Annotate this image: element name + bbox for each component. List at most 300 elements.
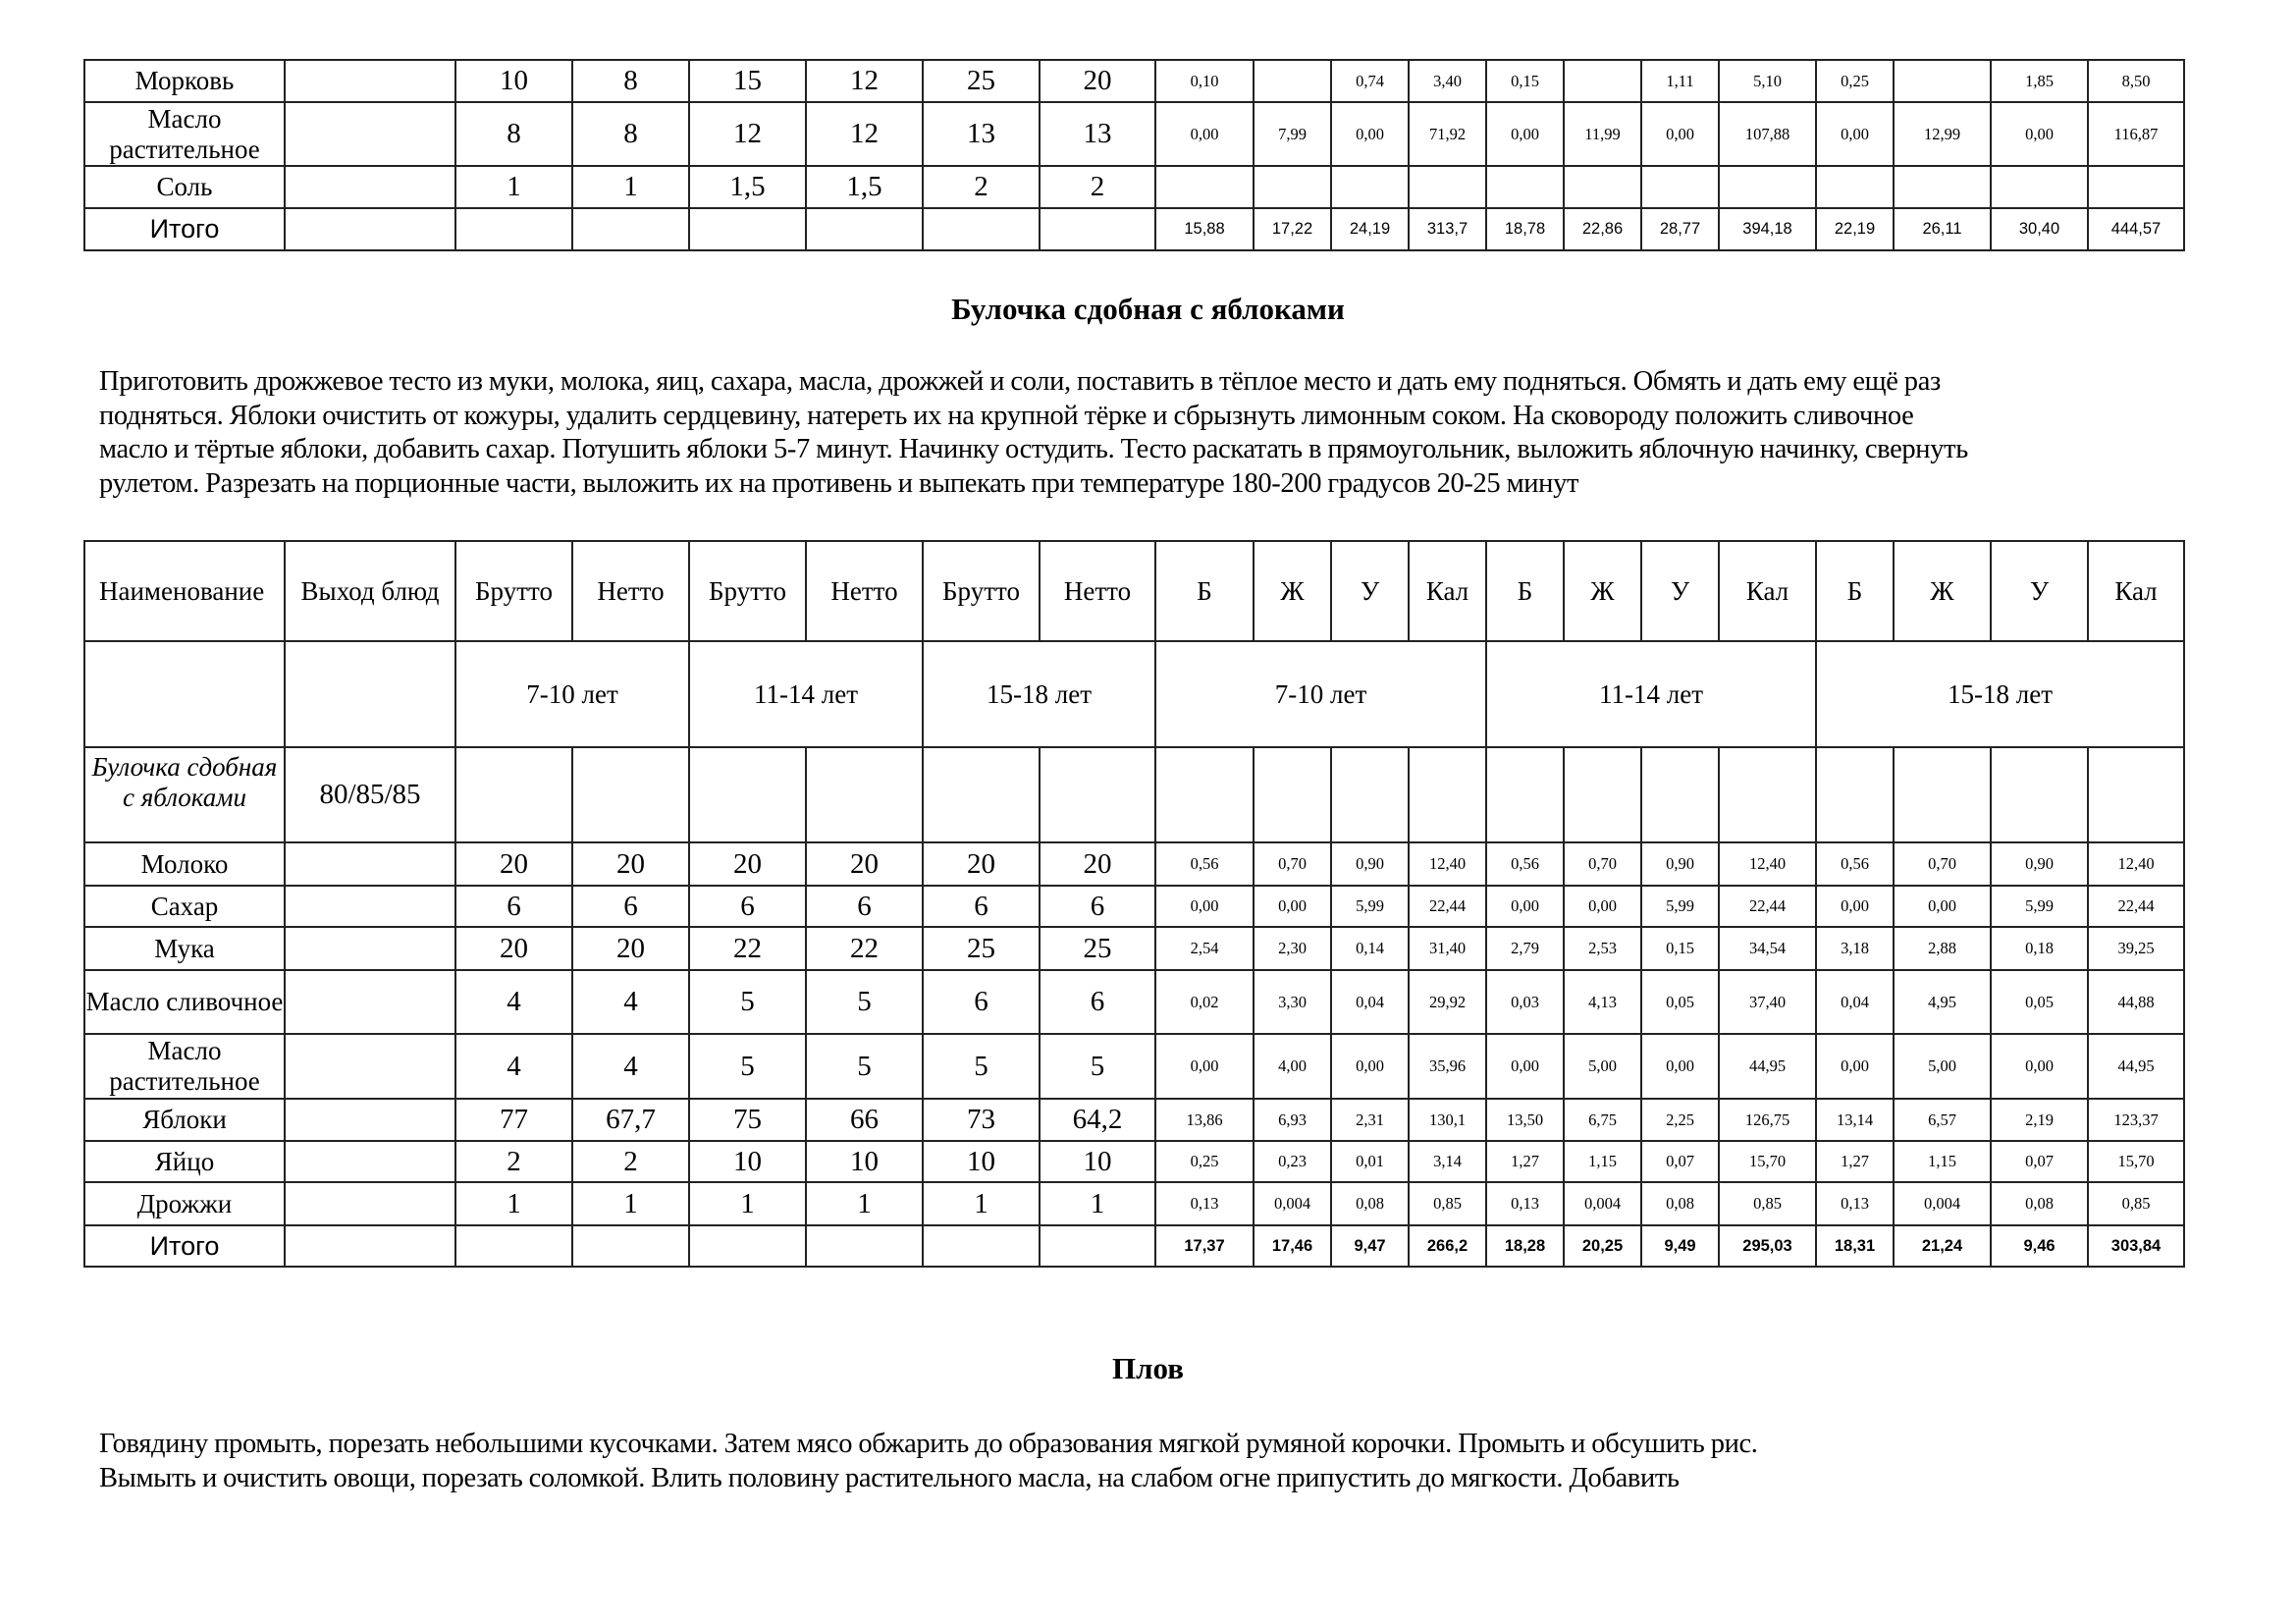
nutrient-cell: 0,00	[1641, 102, 1719, 166]
nutrient-cell: 13,50	[1486, 1099, 1564, 1141]
total-nutrient-cell: 266,2	[1409, 1225, 1486, 1267]
nutrient-cell: 29,92	[1409, 970, 1486, 1034]
nutrient-cell: 0,01	[1331, 1141, 1409, 1182]
quantity-cell: 8	[572, 102, 689, 166]
nutrient-cell: 3,40	[1409, 60, 1486, 102]
ingredient-name: Соль	[84, 166, 285, 208]
nutrient-cell	[1409, 166, 1486, 208]
empty-cell	[455, 747, 572, 842]
table-row	[84, 927, 2184, 970]
empty-cell	[1040, 1225, 1155, 1267]
nutrient-cell: 44,95	[2088, 1034, 2184, 1099]
empty-cell	[806, 1225, 923, 1267]
nutrient-cell: 0,70	[1564, 842, 1641, 886]
quantity-cell: 2	[455, 1141, 572, 1182]
quantity-cell: 1	[572, 1182, 689, 1225]
age-group-row	[84, 641, 2184, 747]
quantity-cell: 12	[689, 102, 806, 166]
total-nutrient-cell: 18,28	[1486, 1225, 1564, 1267]
nutrient-cell: 2,30	[1254, 927, 1331, 970]
instruction-line: масло и тёртые яблоки, добавить сахар. Потушить яблоки 5-7 минут. Начинку остудить. Тесто раскатать в прямоугольник, выложить яблочную начинку, свернуть	[99, 434, 1968, 464]
nutrient-cell: 2,25	[1641, 1099, 1719, 1141]
total-label: Итого	[84, 1225, 285, 1267]
nutrient-cell: 4,95	[1894, 970, 1991, 1034]
column-header-quantity: Брутто	[923, 541, 1040, 641]
table-row	[84, 1141, 2184, 1182]
nutrient-cell: 0,00	[1331, 102, 1409, 166]
nutrient-cell: 0,13	[1486, 1182, 1564, 1225]
total-nutrient-cell: 28,77	[1641, 208, 1719, 250]
empty-cell	[1641, 747, 1719, 842]
quantity-cell: 15	[689, 60, 806, 102]
quantity-cell: 25	[923, 927, 1040, 970]
quantity-cell: 6	[923, 886, 1040, 927]
nutrient-cell: 11,99	[1564, 102, 1641, 166]
nutrient-cell: 0,70	[1894, 842, 1991, 886]
nutrient-cell: 107,88	[1719, 102, 1816, 166]
nutrient-cell: 5,00	[1564, 1034, 1641, 1099]
total-nutrient-cell: 9,49	[1641, 1225, 1719, 1267]
nutrient-cell: 4,13	[1564, 970, 1641, 1034]
quantity-cell: 22	[689, 927, 806, 970]
empty-cell	[1486, 747, 1564, 842]
nutrient-cell: 0,00	[1816, 102, 1894, 166]
quantity-cell: 1	[572, 166, 689, 208]
quantity-cell: 67,7	[572, 1099, 689, 1141]
column-header-quantity: Нетто	[572, 541, 689, 641]
nutrient-cell: 0,15	[1641, 927, 1719, 970]
nutrient-cell: 0,00	[1155, 102, 1254, 166]
quantity-cell: 1,5	[806, 166, 923, 208]
column-header-nutrient: Кал	[2088, 541, 2184, 641]
column-header-nutrient: Ж	[1894, 541, 1991, 641]
nutrient-cell: 15,70	[1719, 1141, 1816, 1182]
nutrient-cell: 5,99	[1331, 886, 1409, 927]
quantity-cell: 5	[689, 1034, 806, 1099]
empty-cell	[455, 1225, 572, 1267]
total-nutrient-cell: 17,37	[1155, 1225, 1254, 1267]
nutrient-cell	[1564, 166, 1641, 208]
nutrient-cell: 0,02	[1155, 970, 1254, 1034]
nutrient-cell: 0,13	[1816, 1182, 1894, 1225]
column-header-nutrient: У	[1331, 541, 1409, 641]
nutrient-cell: 71,92	[1409, 102, 1486, 166]
quantity-cell: 10	[1040, 1141, 1155, 1182]
empty-cell	[1409, 747, 1486, 842]
nutrient-cell: 0,25	[1816, 60, 1894, 102]
quantity-cell: 8	[572, 60, 689, 102]
quantity-cell: 12	[806, 102, 923, 166]
nutrient-cell	[1894, 166, 1991, 208]
nutrient-cell: 12,99	[1894, 102, 1991, 166]
nutrient-cell: 0,85	[1719, 1182, 1816, 1225]
ingredient-name: Морковь	[84, 60, 285, 102]
quantity-cell: 13	[923, 102, 1040, 166]
nutrient-cell: 0,90	[1331, 842, 1409, 886]
empty-cell	[1155, 747, 1254, 842]
nutrient-cell: 0,56	[1816, 842, 1894, 886]
total-nutrient-cell: 20,25	[1564, 1225, 1641, 1267]
yield-cell	[285, 102, 455, 166]
yield-cell	[285, 886, 455, 927]
age-group-nutrient: 11-14 лет	[1486, 641, 1816, 747]
quantity-cell: 10	[689, 1141, 806, 1182]
nutrient-cell: 15,70	[2088, 1141, 2184, 1182]
nutrient-cell: 1,11	[1641, 60, 1719, 102]
quantity-cell: 1	[1040, 1182, 1155, 1225]
nutrient-cell: 0,00	[1816, 1034, 1894, 1099]
empty-cell	[1331, 747, 1409, 842]
quantity-cell: 20	[1040, 60, 1155, 102]
yield-cell	[285, 60, 455, 102]
column-header-quantity: Брутто	[455, 541, 572, 641]
ingredient-name: Дрожжи	[84, 1182, 285, 1225]
nutrient-cell: 0,00	[1894, 886, 1991, 927]
empty-cell	[1816, 747, 1894, 842]
nutrient-cell: 0,04	[1816, 970, 1894, 1034]
nutrient-cell: 2,79	[1486, 927, 1564, 970]
nutrient-cell	[1641, 166, 1719, 208]
quantity-cell: 20	[455, 927, 572, 970]
total-nutrient-cell: 394,18	[1719, 208, 1816, 250]
nutrient-cell: 7,99	[1254, 102, 1331, 166]
yield-cell	[285, 1034, 455, 1099]
nutrient-cell: 6,75	[1564, 1099, 1641, 1141]
nutrient-cell: 37,40	[1719, 970, 1816, 1034]
total-row	[84, 208, 2184, 250]
quantity-cell: 6	[455, 886, 572, 927]
header-row	[84, 541, 2184, 641]
nutrient-cell: 6,93	[1254, 1099, 1331, 1141]
instruction-line: Вымыть и очистить овощи, порезать соломкой. Влить половину растительного масла, на слабом огне припустить до мягкости. Добавить	[99, 1462, 1680, 1493]
nutrient-cell: 2,88	[1894, 927, 1991, 970]
nutrient-cell: 2,54	[1155, 927, 1254, 970]
empty-cell	[806, 208, 923, 250]
quantity-cell: 4	[572, 1034, 689, 1099]
quantity-cell: 6	[572, 886, 689, 927]
empty-cell	[572, 747, 689, 842]
total-nutrient-cell: 303,84	[2088, 1225, 2184, 1267]
nutrient-cell: 0,05	[1991, 970, 2088, 1034]
nutrient-cell: 22,44	[1409, 886, 1486, 927]
nutrient-cell: 44,95	[1719, 1034, 1816, 1099]
dish-name: Булочка сдобная с яблоками	[84, 747, 285, 842]
column-header-nutrient: Ж	[1564, 541, 1641, 641]
ingredient-name: Яйцо	[84, 1141, 285, 1182]
empty-cell	[1254, 747, 1331, 842]
quantity-cell: 1	[455, 1182, 572, 1225]
empty-cell	[285, 208, 455, 250]
column-header-nutrient: Кал	[1409, 541, 1486, 641]
nutrient-cell: 5,10	[1719, 60, 1816, 102]
nutrient-cell: 0,56	[1486, 842, 1564, 886]
nutrient-cell: 0,004	[1254, 1182, 1331, 1225]
nutrient-cell	[1816, 166, 1894, 208]
recipe-title-plov: Плов	[1112, 1351, 1184, 1385]
empty-cell	[689, 208, 806, 250]
nutrient-cell: 0,00	[1991, 1034, 2088, 1099]
empty-cell	[2088, 747, 2184, 842]
quantity-cell: 4	[455, 1034, 572, 1099]
column-header-nutrient: Кал	[1719, 541, 1816, 641]
total-nutrient-cell: 18,31	[1816, 1225, 1894, 1267]
quantity-cell: 73	[923, 1099, 1040, 1141]
ingredient-name: Масло растительное	[84, 102, 285, 166]
table-row	[84, 1182, 2184, 1225]
nutrient-cell: 44,88	[2088, 970, 2184, 1034]
empty-cell	[806, 747, 923, 842]
empty-cell	[1719, 747, 1816, 842]
nutrient-cell: 31,40	[1409, 927, 1486, 970]
quantity-cell: 20	[689, 842, 806, 886]
nutrient-cell: 3,30	[1254, 970, 1331, 1034]
nutrient-cell: 0,56	[1155, 842, 1254, 886]
empty-cell	[1894, 747, 1991, 842]
yield-cell	[285, 1099, 455, 1141]
quantity-cell: 8	[455, 102, 572, 166]
yield-cell	[285, 842, 455, 886]
quantity-cell: 5	[806, 1034, 923, 1099]
age-group-nutrient: 15-18 лет	[1816, 641, 2184, 747]
nutrient-cell: 0,07	[1991, 1141, 2088, 1182]
quantity-cell: 6	[689, 886, 806, 927]
dish-row	[84, 747, 2184, 842]
empty-cell	[923, 1225, 1040, 1267]
nutrient-cell: 3,18	[1816, 927, 1894, 970]
nutrient-cell: 12,40	[1409, 842, 1486, 886]
nutrient-cell: 5,99	[1641, 886, 1719, 927]
quantity-cell: 1	[689, 1182, 806, 1225]
nutrient-cell: 22,44	[1719, 886, 1816, 927]
empty-cell	[1040, 747, 1155, 842]
empty-cell	[923, 747, 1040, 842]
nutrient-cell: 0,00	[1486, 1034, 1564, 1099]
nutrient-cell: 0,90	[1641, 842, 1719, 886]
quantity-cell: 5	[923, 1034, 1040, 1099]
nutrient-cell	[1254, 166, 1331, 208]
column-header-quantity: Брутто	[689, 541, 806, 641]
ingredient-name: Молоко	[84, 842, 285, 886]
quantity-cell: 6	[1040, 970, 1155, 1034]
nutrient-cell	[1991, 166, 2088, 208]
empty-cell	[285, 641, 455, 747]
ingredient-name: Сахар	[84, 886, 285, 927]
nutrient-cell: 130,1	[1409, 1099, 1486, 1141]
nutrient-cell: 0,08	[1991, 1182, 2088, 1225]
total-nutrient-cell: 9,46	[1991, 1225, 2088, 1267]
column-header-nutrient: У	[1641, 541, 1719, 641]
quantity-cell: 1,5	[689, 166, 806, 208]
nutrient-cell: 34,54	[1719, 927, 1816, 970]
quantity-cell: 5	[1040, 1034, 1155, 1099]
yield-cell	[285, 166, 455, 208]
nutrient-cell: 0,18	[1991, 927, 2088, 970]
nutrient-cell	[1254, 60, 1331, 102]
column-header-nutrient: Б	[1816, 541, 1894, 641]
nutrient-cell: 1,27	[1486, 1141, 1564, 1182]
column-header-nutrient: У	[1991, 541, 2088, 641]
quantity-cell: 20	[572, 842, 689, 886]
nutrient-cell: 0,04	[1331, 970, 1409, 1034]
empty-cell	[1564, 747, 1641, 842]
column-header-quantity: Нетто	[806, 541, 923, 641]
nutrient-cell: 0,07	[1641, 1141, 1719, 1182]
quantity-cell: 5	[689, 970, 806, 1034]
column-header-name: Наименование	[84, 541, 285, 641]
table-row	[84, 102, 2184, 166]
nutrient-cell: 0,00	[1816, 886, 1894, 927]
recipe-title-bun: Булочка сдобная с яблоками	[951, 292, 1345, 326]
instruction-line: Говядину промыть, порезать небольшими кусочками. Затем мясо обжарить до образования мягкой румяной корочки. Промыть и обсушить рис.	[99, 1429, 1758, 1459]
table-row	[84, 1099, 2184, 1141]
ingredient-name: Масло сливочное	[84, 970, 285, 1034]
nutrient-cell: 13,14	[1816, 1099, 1894, 1141]
quantity-cell: 6	[1040, 886, 1155, 927]
total-nutrient-cell: 30,40	[1991, 208, 2088, 250]
nutrient-cell: 0,00	[1155, 886, 1254, 927]
empty-cell	[1040, 208, 1155, 250]
nutrient-cell: 0,00	[1486, 886, 1564, 927]
nutrient-cell: 0,90	[1991, 842, 2088, 886]
total-label: Итого	[84, 208, 285, 250]
nutrient-cell: 123,37	[2088, 1099, 2184, 1141]
ingredient-name: Мука	[84, 927, 285, 970]
yield-cell	[285, 927, 455, 970]
nutrient-cell: 0,00	[1155, 1034, 1254, 1099]
yield-cell	[285, 970, 455, 1034]
quantity-cell: 66	[806, 1099, 923, 1141]
empty-cell	[923, 208, 1040, 250]
ingredient-name: Яблоки	[84, 1099, 285, 1141]
quantity-cell: 10	[923, 1141, 1040, 1182]
quantity-cell: 1	[806, 1182, 923, 1225]
dish-yield: 80/85/85	[285, 747, 455, 842]
total-nutrient-cell: 26,11	[1894, 208, 1991, 250]
nutrient-cell: 2,53	[1564, 927, 1641, 970]
quantity-cell: 25	[1040, 927, 1155, 970]
nutrient-cell: 0,25	[1155, 1141, 1254, 1182]
quantity-cell: 64,2	[1040, 1099, 1155, 1141]
nutrient-cell: 1,15	[1894, 1141, 1991, 1182]
total-nutrient-cell: 9,47	[1331, 1225, 1409, 1267]
total-nutrient-cell: 444,57	[2088, 208, 2184, 250]
nutrient-cell: 126,75	[1719, 1099, 1816, 1141]
quantity-cell: 25	[923, 60, 1040, 102]
quantity-cell: 2	[1040, 166, 1155, 208]
quantity-cell: 5	[806, 970, 923, 1034]
nutrient-cell: 0,03	[1486, 970, 1564, 1034]
recipe-instructions-plov	[99, 1428, 2219, 1495]
age-group-quantity: 11-14 лет	[689, 641, 923, 747]
nutrient-cell: 0,74	[1331, 60, 1409, 102]
nutrient-cell	[1564, 60, 1641, 102]
total-nutrient-cell: 18,78	[1486, 208, 1564, 250]
table-row	[84, 60, 2184, 102]
nutrition-table-bun	[83, 540, 2185, 1268]
nutrient-cell: 3,14	[1409, 1141, 1486, 1182]
quantity-cell: 4	[572, 970, 689, 1034]
empty-cell	[84, 641, 285, 747]
quantity-cell: 2	[923, 166, 1040, 208]
nutrient-cell: 0,13	[1155, 1182, 1254, 1225]
nutrient-cell: 2,31	[1331, 1099, 1409, 1141]
nutrient-cell: 0,70	[1254, 842, 1331, 886]
total-nutrient-cell: 22,19	[1816, 208, 1894, 250]
quantity-cell: 10	[455, 60, 572, 102]
nutrient-cell: 0,08	[1641, 1182, 1719, 1225]
nutrient-cell: 13,86	[1155, 1099, 1254, 1141]
nutrient-cell: 0,23	[1254, 1141, 1331, 1182]
nutrient-cell: 4,00	[1254, 1034, 1331, 1099]
quantity-cell: 10	[806, 1141, 923, 1182]
quantity-cell: 20	[923, 842, 1040, 886]
empty-cell	[285, 1225, 455, 1267]
nutrient-cell: 8,50	[2088, 60, 2184, 102]
nutrient-cell: 0,00	[1331, 1034, 1409, 1099]
instruction-line: рулетом. Разрезать на порционные части, выложить их на противень и выпекать при температуре 180-200 градусов 20-25 минут	[99, 467, 1579, 499]
nutrient-cell	[1894, 60, 1991, 102]
ingredient-name: Масло растительное	[84, 1034, 285, 1099]
nutrient-cell: 1,15	[1564, 1141, 1641, 1182]
quantity-cell: 4	[455, 970, 572, 1034]
empty-cell	[572, 208, 689, 250]
nutrient-cell: 0,00	[1254, 886, 1331, 927]
total-nutrient-cell: 24,19	[1331, 208, 1409, 250]
quantity-cell: 2	[572, 1141, 689, 1182]
nutrient-cell: 0,08	[1331, 1182, 1409, 1225]
nutrient-cell	[2088, 166, 2184, 208]
nutrient-cell: 0,004	[1894, 1182, 1991, 1225]
age-group-nutrient: 7-10 лет	[1155, 641, 1486, 747]
column-header-quantity: Нетто	[1040, 541, 1155, 641]
column-header-nutrient: Б	[1486, 541, 1564, 641]
nutrient-cell: 0,14	[1331, 927, 1409, 970]
total-nutrient-cell: 17,22	[1254, 208, 1331, 250]
nutrient-cell: 35,96	[1409, 1034, 1486, 1099]
nutrient-cell: 39,25	[2088, 927, 2184, 970]
column-header-yield: Выход блюд	[285, 541, 455, 641]
total-nutrient-cell: 21,24	[1894, 1225, 1991, 1267]
nutrient-cell: 116,87	[2088, 102, 2184, 166]
total-nutrient-cell: 295,03	[1719, 1225, 1816, 1267]
quantity-cell: 1	[923, 1182, 1040, 1225]
quantity-cell: 20	[455, 842, 572, 886]
instruction-line: Приготовить дрожжевое тесто из муки, молока, яиц, сахара, масла, дрожжей и соли, поставить в тёплое место и дать ему подняться. Обмять и дать ему ещё раз	[99, 366, 1941, 397]
quantity-cell: 77	[455, 1099, 572, 1141]
empty-cell	[1991, 747, 2088, 842]
nutrient-cell: 0,10	[1155, 60, 1254, 102]
total-row	[84, 1225, 2184, 1267]
empty-cell	[689, 747, 806, 842]
nutrient-cell: 0,00	[1641, 1034, 1719, 1099]
nutrient-cell: 0,004	[1564, 1182, 1641, 1225]
instruction-line: подняться. Яблоки очистить от кожуры, удалить сердцевину, натереть их на крупной тёрке и сбрызнуть лимонным соком. На сковороду положить сливочное	[99, 400, 1914, 431]
nutrient-cell	[1486, 166, 1564, 208]
total-nutrient-cell: 313,7	[1409, 208, 1486, 250]
age-group-quantity: 15-18 лет	[923, 641, 1155, 747]
nutrient-cell: 12,40	[1719, 842, 1816, 886]
nutrient-cell: 6,57	[1894, 1099, 1991, 1141]
quantity-cell: 6	[806, 886, 923, 927]
nutrient-cell: 12,40	[2088, 842, 2184, 886]
nutrient-cell: 2,19	[1991, 1099, 2088, 1141]
total-nutrient-cell: 22,86	[1564, 208, 1641, 250]
nutrient-cell: 0,05	[1641, 970, 1719, 1034]
total-nutrient-cell: 15,88	[1155, 208, 1254, 250]
quantity-cell: 22	[806, 927, 923, 970]
nutrition-table-previous-dish	[83, 59, 2185, 251]
quantity-cell: 1	[455, 166, 572, 208]
